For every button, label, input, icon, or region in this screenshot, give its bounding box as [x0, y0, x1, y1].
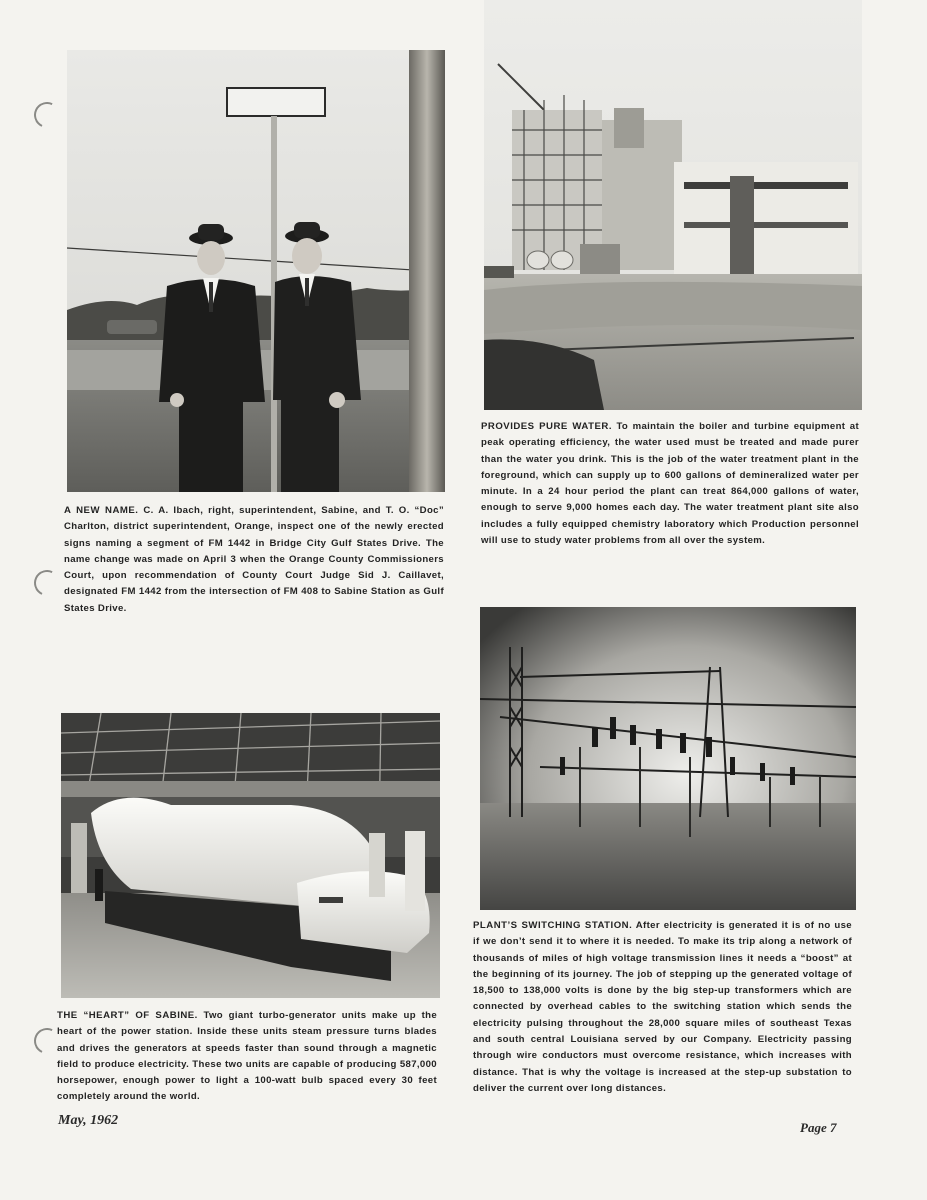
- caption-heart-text: Two giant turbo-generator units make up the heart of the power station. Inside these units steam pressure turns blades and drives the generators at speeds faster than sound through a magnetic field to produce electricity. These two units are capable of producing 587,000 horsepower, enough power to light a 100-watt bulb spaced every 30 feet completely around the world.: [57, 1010, 438, 1103]
- footer-page-number: Page 7: [800, 1120, 837, 1135]
- caption-new-name-heading: A NEW NAME.: [64, 505, 139, 516]
- caption-pure-water-text: To maintain the boiler and turbine equipment at peak operating efficiency, the water used must be treated and made purer than the water you drink. This is the job of the water treatment plant in the foreground, which can supply up to 600 gallons of demineralized water per minute. In a 24 hour period the plant can treat 864,000 gallons of water, enough to serve 9,000 homes each day. The water treatment plant site also includes a fully equipped chemistry laboratory which Production personnel will use to study water problems from all over the system.: [481, 421, 859, 547]
- photo-water-treatment-plant: [484, 0, 862, 410]
- binder-hole-middle: [30, 566, 63, 599]
- caption-pure-water-heading: PROVIDES PURE WATER.: [481, 421, 612, 432]
- caption-switching-heading: PLANT’S SWITCHING STATION.: [473, 920, 633, 931]
- caption-switching: [473, 918, 852, 1097]
- caption-new-name-text: C. A. Ibach, right, superintendent, Sabine, and T. O. “Doc” Charlton, district superintendent, Orange, inspect one of the newly erected signs naming a segment of FM 1442 in Bridge City Gulf States Drive. The name change was made on April 3 when the Orange County Commissioners Court, upon recommendation of County Court Judge Sid J. Caillavet, designated FM 1442 from the intersection of FM 408 to Sabine Station as Gulf States Drive.: [64, 505, 444, 614]
- caption-heart-heading: THE “HEART” OF SABINE.: [57, 1010, 198, 1021]
- caption-heart: [57, 1008, 437, 1106]
- photo-turbo-generator: [61, 713, 440, 998]
- footer-date: May, 1962: [58, 1113, 119, 1128]
- caption-pure-water: [481, 419, 859, 549]
- caption-new-name: [64, 503, 444, 617]
- binder-hole-top: [30, 98, 63, 131]
- photo-street-sign: [67, 50, 445, 492]
- photo-switching-station: [480, 607, 856, 910]
- caption-switching-text: After electricity is generated it is of no use if we don’t send it to where it is needed. To make its trip along a network of thousands of miles of high voltage transmission lines it needs a “boost” at the beginning of its journey. The job of stepping up the generated voltage of 18,500 to 138,000 volts is done by the big step-up transformers which are connected by overhead cables to the switching station which sends the electricity pulsing throughout the 28,000 square miles of southeast Texas and south central Louisiana served by our Company. Electricity passing through wire conductors must overcome resistance, which increases with distance. That is why the voltage is increased at the step-up substation to deliver the current over long distances.: [473, 920, 852, 1094]
